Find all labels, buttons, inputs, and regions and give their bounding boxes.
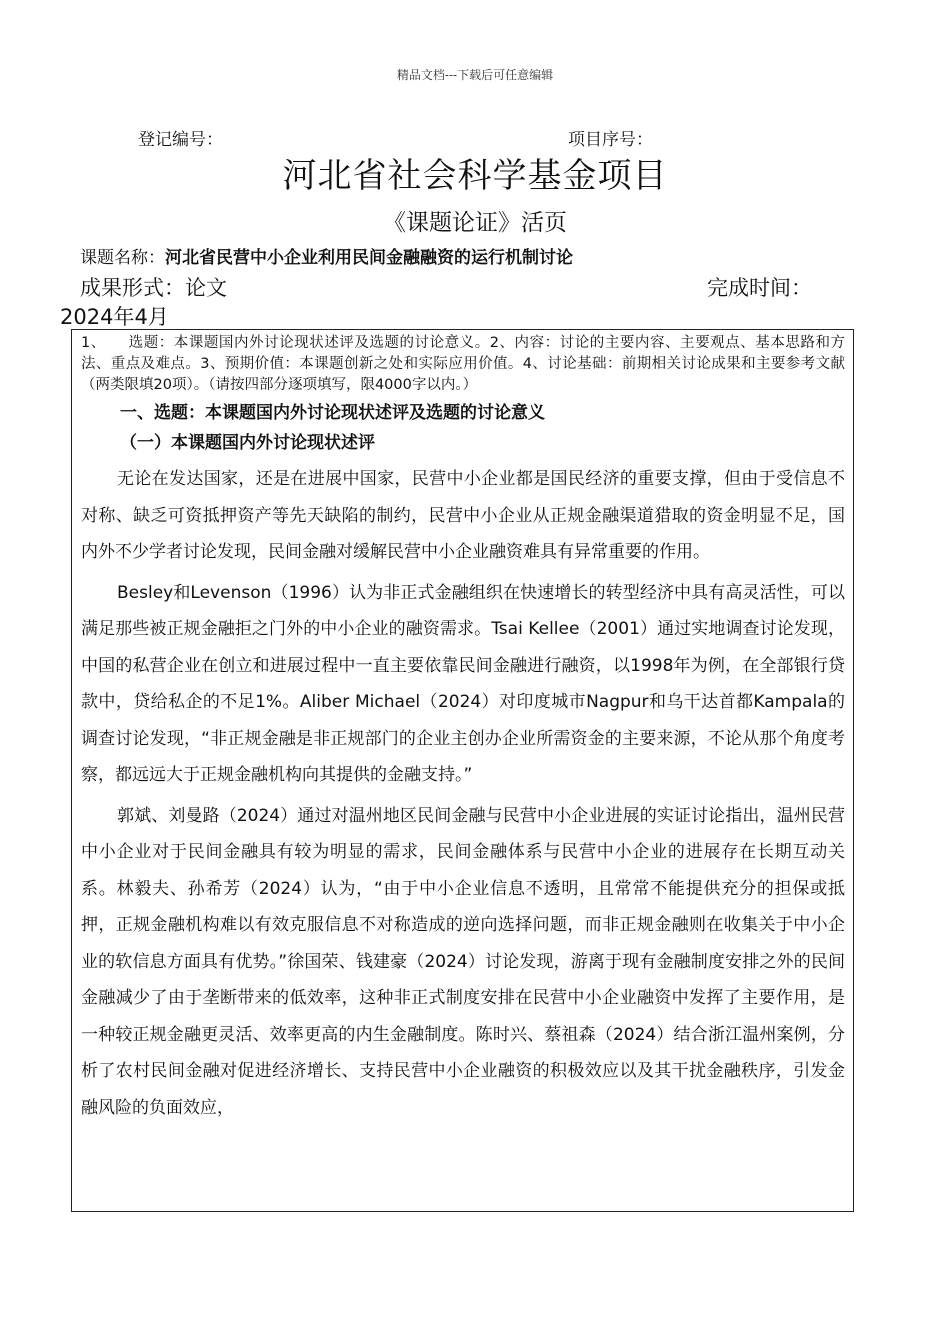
section-heading: 一、选题：本课题国内外讨论现状述评及选题的讨论意义 xyxy=(120,403,545,423)
document-title: 河北省社会科学基金项目 xyxy=(282,156,668,196)
completion-time-label: 完成时间： xyxy=(707,276,812,300)
completion-date: 2024年4月 xyxy=(60,305,169,329)
document-subtitle: 《课题论证》活页 xyxy=(383,210,567,236)
content-box xyxy=(71,329,854,1212)
project-number-label: 项目序号： xyxy=(568,130,653,150)
topic-value: 河北省民营中小企业利用民间金融融资的运行机制讨论 xyxy=(165,248,573,268)
registration-number-label: 登记编号： xyxy=(138,130,223,150)
body-paragraph: Besley和Levenson（1996）认为非正式金融组织在快速增长的转型经济中具有高灵活性，可以满足那些被正规金融拒之门外的中小企业的融资需求。Tsai Kellee（2001）通过实地调查讨论发现，中国的私营企业在创立和进展过程中一直主要依靠民间金融进行融资，以1998年为例，在全部银行贷款中，贷给私企的不足1%。Aliber Michael（2024）对印度城市Nagpur和乌干达首都Kampala的调查讨论发现，“非正规金融是非正规部门的企业主创办企业所需资金的主要来源，不论从那个角度考察，都远远大于正规金融机构向其提供的金融支持。” xyxy=(81,582,845,785)
topic-label: 课题名称： xyxy=(80,248,165,268)
body-paragraph: 无论在发达国家，还是在进展中国家，民营中小企业都是国民经济的重要支撑，但由于受信息不对称、缺乏可资抵押资产等先天缺陷的制约，民营中小企业从正规金融渠道猎取的资金明显不足，国内外不少学者讨论发现，民间金融对缓解民营中小企业融资难具有异常重要的作用。 xyxy=(81,469,845,562)
topic-line xyxy=(80,243,573,268)
subsection-heading: （一）本课题国内外讨论现状述评 xyxy=(120,433,375,453)
instructions: 1、 选题：本课题国内外讨论现状述评及选题的讨论意义。2、内容：讨论的主要内容、主要观点、基本思路和方法、重点及难点。3、预期价值：本课题创新之处和实际应用价值。4、讨论基础：前期相关讨论成果和主要参考文献（两类限填20项）。（请按四部分逐项填写，限4000字以内。） xyxy=(81,335,845,393)
header-note: 精品文档---下载后可任意编辑 xyxy=(396,68,554,82)
result-form: 成果形式：论文 xyxy=(80,276,227,300)
body-paragraph: 郭斌、刘曼路（2024）通过对温州地区民间金融与民营中小企业进展的实证讨论指出，温州民营中小企业对于民间金融具有较为明显的需求，民间金融体系与民营中小企业的进展存在长期互动关系。林毅夫、孙希芳（2024）认为，“由于中小企业信息不透明，且常常不能提供充分的担保或抵押，正规金融机构难以有效克服信息不对称造成的逆向选择问题，而非正规金融则在收集关于中小企业的软信息方面具有优势。”徐国荣、钱建豪（2024）讨论发现，游离于现有金融制度安排之外的民间金融减少了由于垄断带来的低效率，这种非正式制度安排在民营中小企业融资中发挥了主要作用，是一种较正规金融更灵活、效率更高的内生金融制度。陈时兴、蔡祖森（2024）结合浙江温州案例，分析了农村民间金融对促进经济增长、支持民营中小企业融资的积极效应以及其干扰金融秩序，引发金融风险的负面效应， xyxy=(81,805,845,1118)
